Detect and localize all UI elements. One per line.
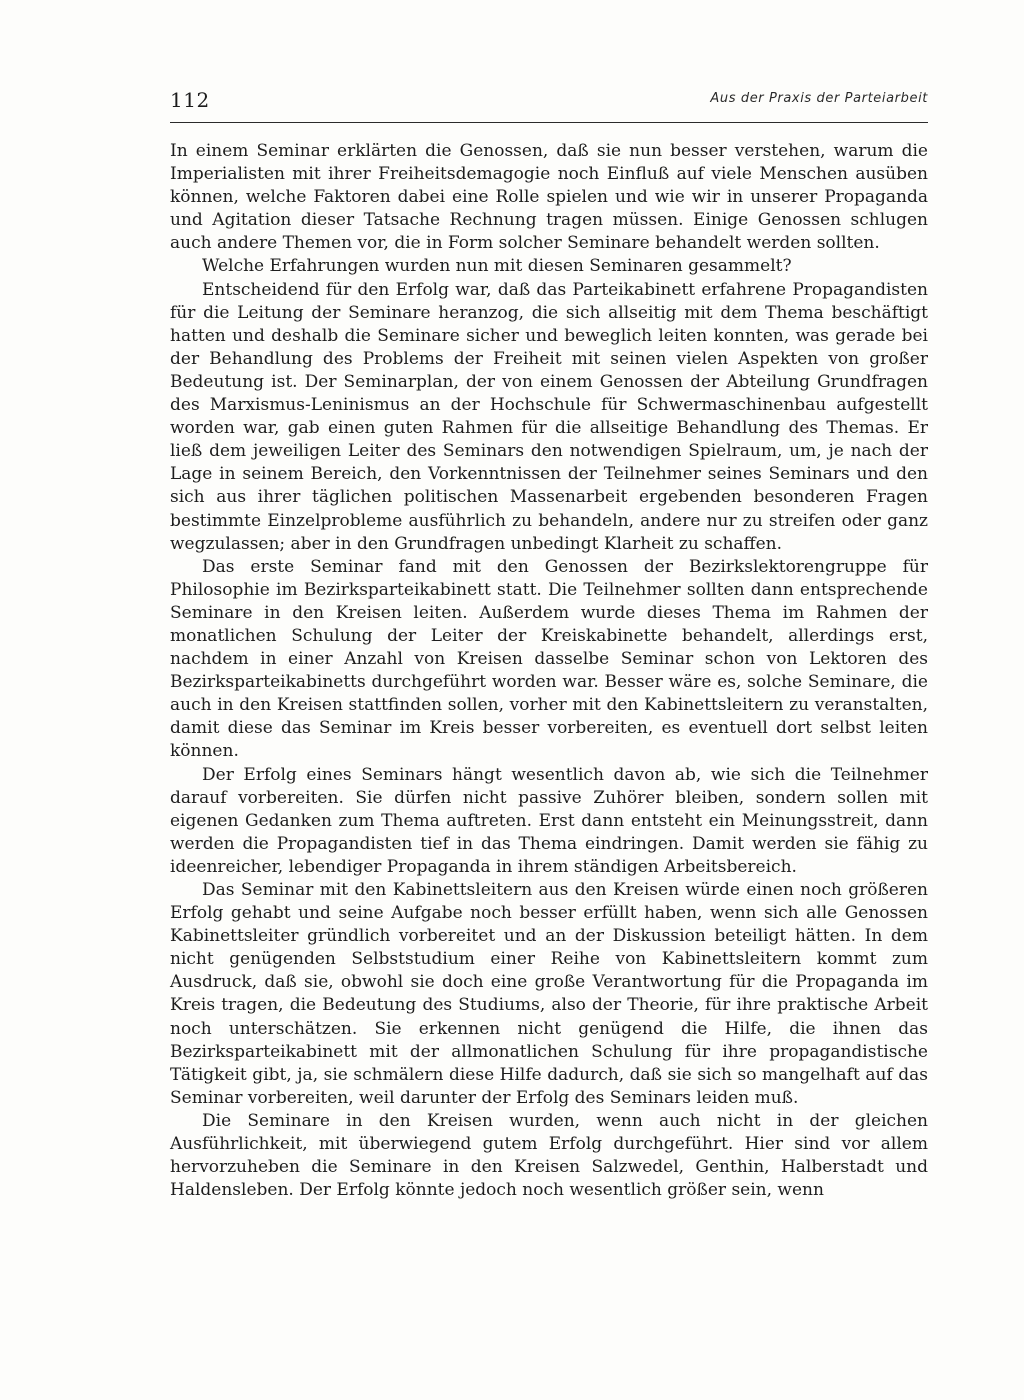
body-text	[170, 140, 928, 1202]
paragraph: Der Erfolg eines Seminars hängt wesentlich davon ab, wie sich die Teilnehmer darauf vorbereiten. Sie dürfen nicht passive Zuhörer bleiben, sondern sollen mit eigenen Gedanken zum Thema auftreten. Erst dann entsteht ein Meinungsstreit, dann werden die Propagandisten tief in das Thema eindringen. Damit werden sie fähig zu ideenreicher, lebendiger Propaganda in ihrem ständigen Arbeitsbereich.	[170, 764, 928, 877]
paragraph: Das erste Seminar fand mit den Genossen der Bezirkslektorengruppe für Philosophie im Bezirksparteikabinett statt. Die Teilnehmer sollten dann entsprechende Seminare in den Kreisen leiten. Außerdem wurde dieses Thema im Rahmen der monatlichen Schulung der Leiter der Kreiskabinette behandelt, allerdings erst, nachdem in einer Anzahl von Kreisen dasselbe Seminar schon von Lektoren des Bezirksparteikabinetts durchgeführt worden war. Besser wäre es, solche Seminare, die auch in den Kreisen stattfinden sollen, vorher mit den Kabinettsleitern zu veranstalten, damit diese das Seminar im Kreis besser vorbereiten, es eventuell dort selbst leiten können.	[170, 556, 928, 762]
paragraph: Das Seminar mit den Kabinettsleitern aus den Kreisen würde einen noch größeren Erfolg gehabt und seine Aufgabe noch besser erfüllt haben, wenn sich alle Genossen Kabinettsleiter gründlich vorbereitet und an der Diskussion beteiligt hätten. In dem nicht genügenden Selbststudium einer Reihe von Kabinettsleitern kommt zum Ausdruck, daß sie, obwohl sie doch eine große Verantwortung für die Propaganda im Kreis tragen, die Bedeutung des Studiums, also der Theorie, für ihre praktische Arbeit noch unterschätzen. Sie erkennen nicht genügend die Hilfe, die ihnen das Bezirksparteikabinett mit der allmonatlichen Schulung für ihre propagandistische Tätigkeit gibt, ja, sie schmälern diese Hilfe dadurch, daß sie sich so mangelhaft auf das Seminar vorbereiten, weil darunter der Erfolg des Seminars leiden muß.	[170, 880, 928, 1108]
running-title: Aus der Praxis der Parteiarbeit	[710, 91, 928, 106]
running-head	[170, 88, 928, 118]
paragraph: Entscheidend für den Erfolg war, daß das Parteikabinett erfahrene Propagandisten für die Leitung der Seminare heranzog, die sich allseitig mit dem Thema beschäftigt hatten und deshalb die Seminare sicher und beweglich leiten konnten, was gerade bei der Behandlung des Problems der Freiheit mit seinen vielen Aspekten von großer Bedeutung ist. Der Seminarplan, der von einem Genossen der Abteilung Grundfragen des Marxismus-Leninismus an der Hochschule für Schwermaschinenbau aufgestellt worden war, gab einen guten Rahmen für die allseitige Behandlung des Themas. Er ließ dem jeweiligen Leiter des Seminars den notwendigen Spielraum, um, je nach der Lage in seinem Bereich, den Vorkenntnissen der Teilnehmer seines Seminars und den sich aus ihrer täglichen politischen Massenarbeit ergebenden besonderen Fragen bestimmte Einzelprobleme ausführlich zu behandeln, andere nur zu streifen oder ganz wegzulassen; aber in den Grundfragen unbedingt Klarheit zu schaffen.	[170, 279, 928, 554]
paragraph: Die Seminare in den Kreisen wurden, wenn auch nicht in der gleichen Ausführlichkeit, mit überwiegend gutem Erfolg durchgeführt. Hier sind vor allem hervorzuheben die Seminare in den Kreisen Salzwedel, Genthin, Halberstadt und Haldensleben. Der Erfolg könnte jedoch noch wesentlich größer sein, wenn	[170, 1110, 928, 1201]
page-number: 112	[170, 88, 210, 112]
header-rule	[170, 122, 928, 123]
paragraph: In einem Seminar erklärten die Genossen, daß sie nun besser verstehen, warum die Imperialisten mit ihrer Freiheitsdemagogie noch Einfluß auf viele Menschen ausüben können, welche Faktoren dabei eine Rolle spielen und wie wir in unserer Propaganda und Agitation dieser Tatsache Rechnung tragen müssen. Einige Genossen schlugen auch andere Themen vor, die in Form solcher Seminare behandelt werden sollten.	[170, 141, 928, 254]
paragraph: Welche Erfahrungen wurden nun mit diesen Seminaren gesammelt?	[202, 256, 792, 277]
